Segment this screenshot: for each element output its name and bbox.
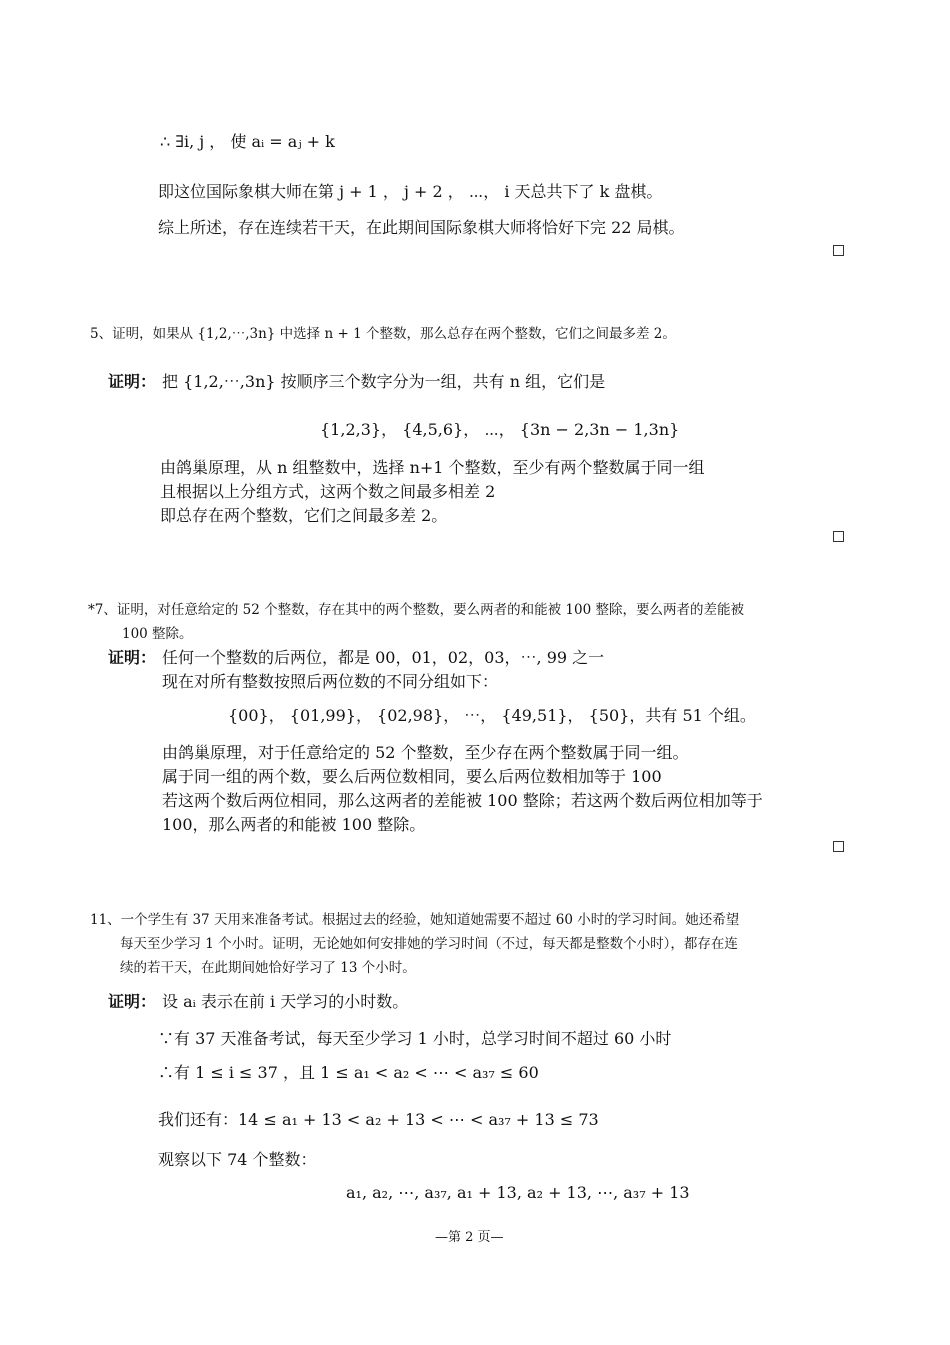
p11-line-5: 观察以下 74 个整数： bbox=[158, 1150, 317, 1169]
problem-11-statement-3: 续的若干天，在此期间她恰好学习了 13 个小时。 bbox=[120, 960, 416, 976]
conclusion-line: 综上所述，存在连续若干天，在此期间国际象棋大师将恰好下完 22 局棋。 bbox=[158, 218, 685, 237]
proof-label-5: 证明： bbox=[108, 372, 157, 391]
p5-groups-line: {1,2,3}， {4,5,6}， ⋯， {3n − 2,3n − 1,3n} bbox=[320, 420, 680, 439]
p7-line-7: 100，那么两者的和能被 100 整除。 bbox=[162, 815, 426, 834]
p5-line-5: 即总存在两个整数，它们之间最多差 2。 bbox=[160, 506, 448, 525]
p11-line-3: ∴有 1 ≤ i ≤ 37 ，且 1 ≤ a₁ < a₂ < ⋯ < a₃₇ ≤ 60 bbox=[158, 1063, 539, 1082]
qed-square-2 bbox=[833, 531, 844, 542]
page-number: —第 2 页— bbox=[435, 1230, 504, 1245]
proof-label-11: 证明： bbox=[108, 992, 157, 1011]
p5-line-4: 且根据以上分组方式，这两个数之间最多相差 2 bbox=[160, 482, 496, 501]
p11-line-4: 我们还有：14 ≤ a₁ + 13 < a₂ + 13 < ⋯ < a₃₇ + 13 ≤ 73 bbox=[158, 1110, 599, 1129]
therefore-exists-line: ∴ ∃i, j ， 使 aᵢ = aⱼ + k bbox=[160, 132, 335, 151]
p5-line-3: 由鸽巢原理，从 n 组整数中，选择 n+1 个整数，至少有两个整数属于同一组 bbox=[160, 458, 705, 477]
p5-line-1: 把 {1,2,⋯,3n} 按顺序三个数字分为一组，共有 n 组，它们是 bbox=[162, 372, 606, 391]
p7-groups-line: {00}， {01,99}， {02,98}， ⋯， {49,51}， {50}，共有 51 个组。 bbox=[228, 706, 756, 725]
problem-11-statement-2: 每天至少学习 1 个小时。证明，无论她如何安排她的学习时间（不过，每天都是整数个小时），都存在连 bbox=[120, 936, 738, 952]
p7-line-5: 属于同一组的两个数，要么后两位数相同，要么后两位数相加等于 100 bbox=[162, 767, 662, 786]
qed-square-1 bbox=[833, 245, 844, 256]
p7-line-6: 若这两个数后两位相同，那么这两者的差能被 100 整除；若这两个数后两位相加等于 bbox=[162, 791, 763, 810]
qed-square-3 bbox=[833, 841, 844, 852]
problem-11-statement-1: 11、一个学生有 37 天用来准备考试。根据过去的经验，她知道她需要不超过 60 小时的学习时间。她还希望 bbox=[90, 912, 740, 928]
p7-line-1: 任何一个整数的后两位，都是 00，01，02，03，⋯, 99 之一 bbox=[162, 648, 605, 667]
problem-7-statement-1: *7、证明，对任意给定的 52 个整数，存在其中的两个整数，要么两者的和能被 100 整除，要么两者的差能被 bbox=[88, 602, 744, 618]
chess-days-line: 即这位国际象棋大师在第 j + 1 ， j + 2 ， ⋯， i 天总共下了 k 盘棋。 bbox=[158, 182, 663, 201]
p11-line-1: 设 aᵢ 表示在前 i 天学习的小时数。 bbox=[162, 992, 409, 1011]
problem-7-statement-2: 100 整除。 bbox=[122, 626, 193, 642]
p7-line-4: 由鸽巢原理，对于任意给定的 52 个整数，至少存在两个整数属于同一组。 bbox=[162, 743, 689, 762]
proof-label-7: 证明： bbox=[108, 648, 157, 667]
p7-line-2: 现在对所有整数按照后两位数的不同分组如下： bbox=[162, 672, 499, 691]
p11-line-2: ∵有 37 天准备考试，每天至少学习 1 小时，总学习时间不超过 60 小时 bbox=[158, 1029, 672, 1048]
problem-5-statement: 5、证明，如果从 {1,2,⋯,3n} 中选择 n + 1 个整数，那么总存在两个整数，它们之间最多差 2。 bbox=[90, 326, 676, 342]
p11-sequence-line: a₁, a₂, ⋯, a₃₇, a₁ + 13, a₂ + 13, ⋯, a₃₇ + 13 bbox=[346, 1183, 690, 1202]
